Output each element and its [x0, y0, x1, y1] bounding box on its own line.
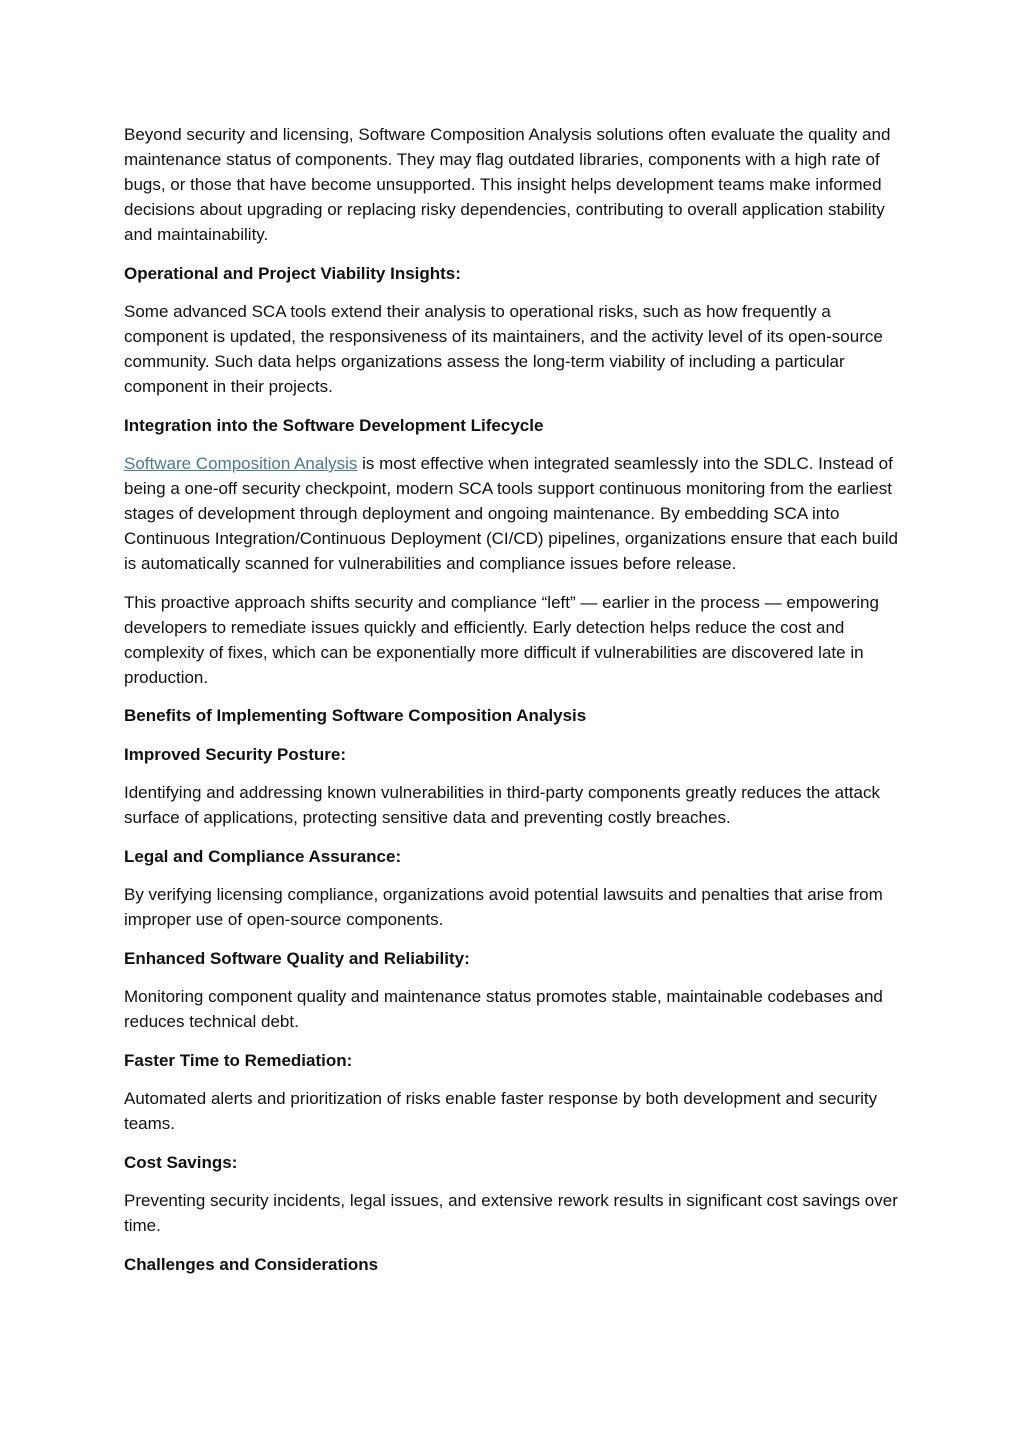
subsection-heading: Faster Time to Remediation: [124, 1050, 353, 1070]
paragraph: Automated alerts and prioritization of risks enable faster response by both development and security teams. [124, 1089, 878, 1133]
paragraph: Identifying and addressing known vulnerabilities in third-party components greatly reduces the attack surface of applications, protecting sensitive data and preventing costly breaches. [124, 783, 880, 827]
paragraph: Beyond security and licensing, Software Composition Analysis solutions often evaluate the quality and maintenance status of components. They may flag outdated libraries, components with a high rate of bugs, or those that have become unsupported. This insight helps development teams make informed decisions about upgrading or replacing risky dependencies, contributing to overall application stability and maintainability. [124, 125, 891, 244]
section-heading: Operational and Project Viability Insights: [124, 263, 461, 283]
document-page [124, 122, 904, 1290]
paragraph: Preventing security incidents, legal issues, and extensive rework results in significant cost savings over time. [124, 1191, 898, 1235]
paragraph: Monitoring component quality and maintenance status promotes stable, maintainable codebases and reduces technical debt. [124, 987, 883, 1031]
section-heading: Benefits of Implementing Software Composition Analysis [124, 706, 587, 725]
paragraph: This proactive approach shifts security and compliance “left” — earlier in the process — empowering developers to remediate issues quickly and efficiently. Early detection helps reduce the cost and complexity of fixes, which can be exponentially more difficult if vulnerabilities are discovered late in production. [124, 592, 879, 687]
subsection-heading: Enhanced Software Quality and Reliability: [124, 948, 470, 968]
section-heading: Integration into the Software Development Lifecycle [124, 415, 544, 435]
subsection-heading: Improved Security Posture: [124, 744, 347, 764]
paragraph: By verifying licensing compliance, organizations avoid potential lawsuits and penalties that arise from improper use of open-source components. [124, 885, 883, 929]
sca-link[interactable]: Software Composition Analysis [124, 454, 358, 473]
subsection-heading: Cost Savings: [124, 1152, 238, 1172]
subsection-heading: Legal and Compliance Assurance: [124, 846, 402, 866]
section-heading: Challenges and Considerations [124, 1254, 379, 1274]
paragraph-text: is most effective when integrated seamlessly into the SDLC. Instead of being a one-off security checkpoint, modern SCA tools support continuous monitoring from the earliest stages of development through deployment and ongoing maintenance. By embedding SCA into Continuous Integration/Continuous Deployment (CI/CD) pipelines, organizations ensure that each build is automatically scanned for vulnerabilities and compliance issues before release. [124, 454, 898, 573]
paragraph-with-link [124, 451, 904, 576]
paragraph: Some advanced SCA tools extend their analysis to operational risks, such as how frequently a component is updated, the responsiveness of its maintainers, and the activity level of its open-source community. Such data helps organizations assess the long-term viability of including a particular component in their projects. [124, 302, 883, 396]
